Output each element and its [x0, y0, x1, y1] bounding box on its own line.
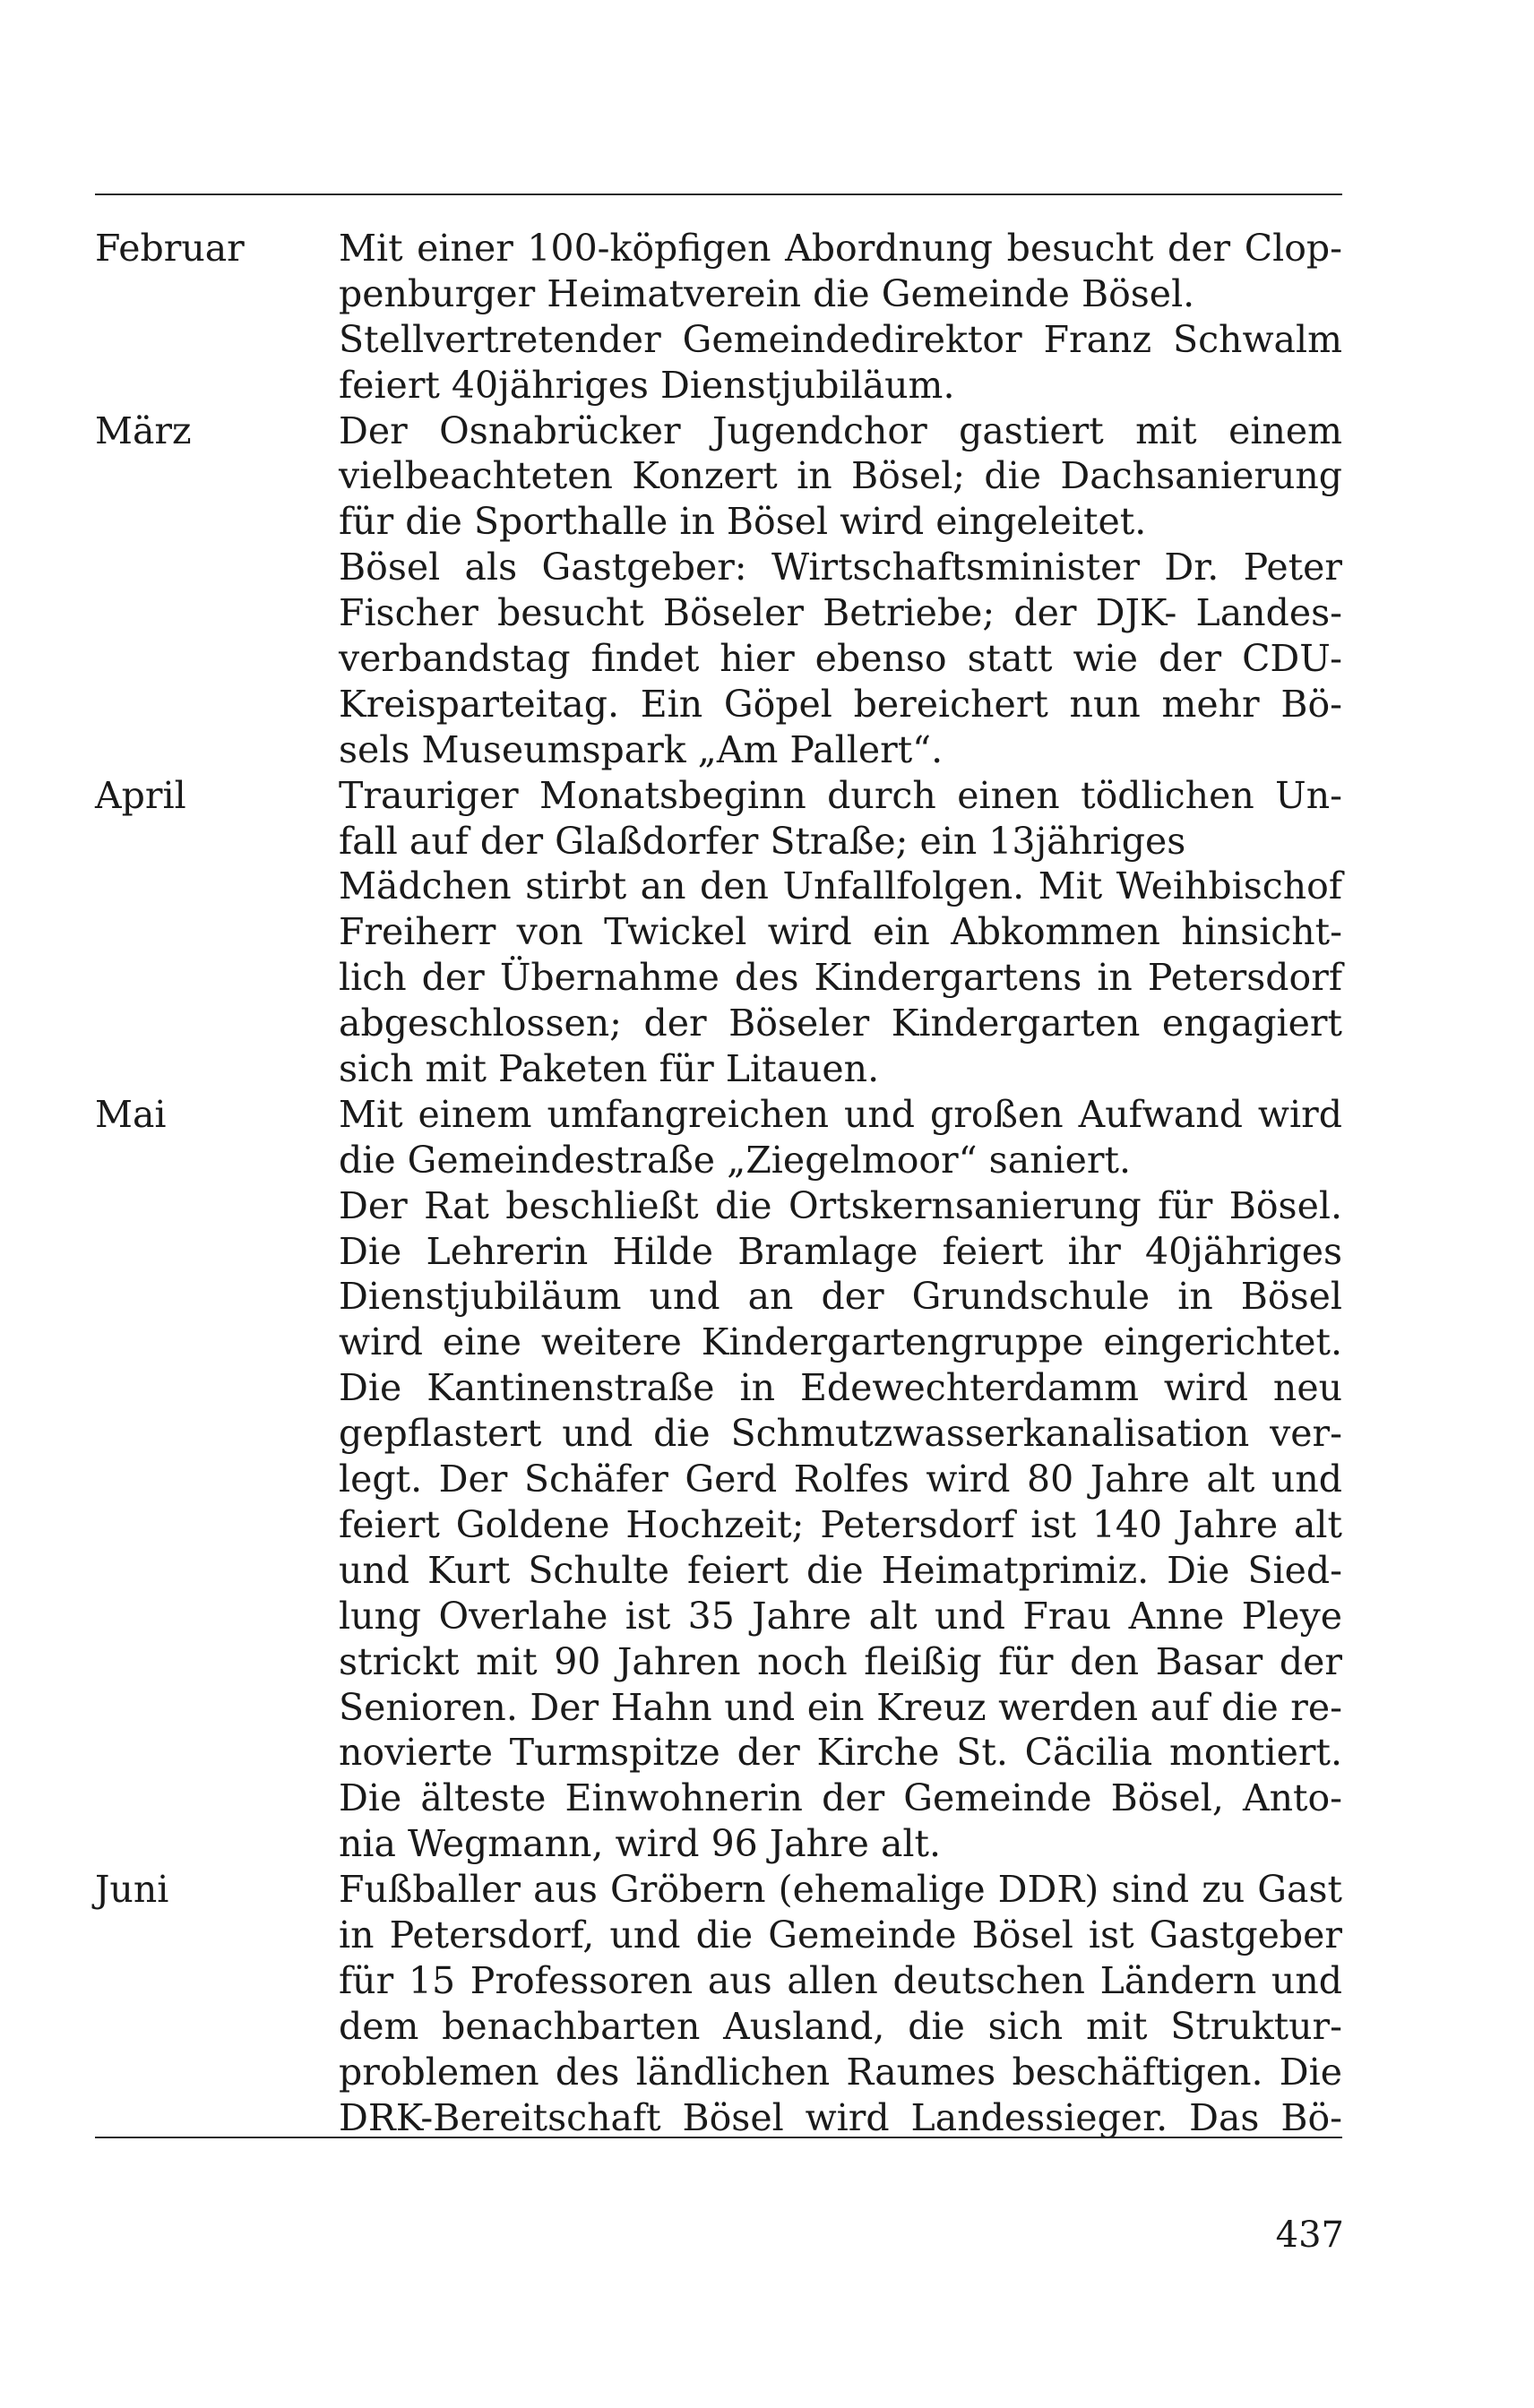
text-line: Freiherr von Twickel wird ein Abkommen hinsicht-	[339, 910, 1342, 954]
text-line: Senioren. Der Hahn und ein Kreuz werden auf die re-	[339, 1685, 1342, 1729]
entry-text	[339, 408, 1342, 773]
entry-text	[339, 226, 1342, 408]
text-line: Der Osnabrücker Jugendchor gastiert mit einem	[339, 408, 1342, 452]
top-rule	[95, 194, 1342, 195]
text-line: Kreisparteitag. Ein Göpel bereichert nun mehr Bö-	[339, 682, 1342, 726]
entry-text	[339, 1092, 1342, 1867]
text-line: lung Overlahe ist 35 Jahre alt und Frau Anne Pleye	[339, 1594, 1342, 1638]
text-line: DRK-Bereitschaft Bösel wird Landessieger. Das Bö-	[339, 2095, 1342, 2139]
bottom-rule	[95, 2137, 1342, 2138]
text-line: und Kurt Schulte feiert die Heimatprimiz. Die Sied-	[339, 1548, 1342, 1592]
text-line: abgeschlossen; der Böseler Kindergarten engagiert	[339, 1002, 1342, 1045]
text-line: penburger Heimatverein die Gemeinde Bösel.	[339, 271, 1195, 315]
chronicle-list	[0, 226, 1534, 2140]
entry-text	[339, 1867, 1342, 2140]
text-line: Mit einer 100-köpfigen Abordnung besucht der Clop-	[339, 227, 1342, 270]
text-line: problemen des ländlichen Raumes beschäftigen. Die	[339, 2050, 1342, 2094]
text-line: die Gemeindestraße „Ziegelmoor“ saniert.	[339, 1138, 1132, 1182]
text-line: Mit einem umfangreichen und großen Aufwand wird	[339, 1092, 1342, 1136]
text-line: Die Kantinenstraße in Edewechterdamm wird neu	[339, 1366, 1342, 1410]
text-line: fall auf der Glaßdorfer Straße; ein 13jähriges	[339, 819, 1186, 863]
page-number: 437	[1275, 2214, 1344, 2256]
chronicle-entry-april	[0, 773, 1534, 1092]
text-line: feiert 40jähriges Dienstjubiläum.	[339, 363, 955, 407]
chronicle-entry-maerz	[0, 408, 1534, 773]
month-label: Juni	[95, 1868, 169, 1912]
text-line: Dienstjubiläum und an der Grundschule in Bösel	[339, 1275, 1342, 1319]
text-line: Bösel als Gastgeber: Wirtschaftsminister Dr. Peter	[339, 546, 1342, 589]
text-line: Die älteste Einwohnerin der Gemeinde Bösel, Anto-	[339, 1776, 1342, 1820]
text-line: für die Sporthalle in Bösel wird eingeleitet.	[339, 500, 1147, 544]
text-line: lich der Übernahme des Kindergartens in Petersdorf	[339, 956, 1342, 1000]
month-label: April	[95, 773, 186, 817]
text-line: Mädchen stirbt an den Unfallfolgen. Mit Weihbischof	[339, 864, 1342, 908]
text-line: Der Rat beschließt die Ortskernsanierung für Bösel.	[339, 1183, 1342, 1227]
text-line: vielbeachteten Konzert in Bösel; die Dachsanierung	[339, 454, 1342, 498]
text-line: Trauriger Monatsbeginn durch einen tödlichen Un-	[339, 773, 1342, 817]
text-line: novierte Turmspitze der Kirche St. Cäcilia montiert.	[339, 1731, 1342, 1775]
text-line: strickt mit 90 Jahren noch fleißig für den Basar der	[339, 1639, 1342, 1683]
text-line: gepflastert und die Schmutzwasserkanalisation ver-	[339, 1412, 1342, 1456]
text-line: Die Lehrerin Hilde Bramlage feiert ihr 40jähriges	[339, 1229, 1342, 1273]
text-line: für 15 Professoren aus allen deutschen Ländern und	[339, 1958, 1342, 2002]
text-line: sich mit Paketen für Litauen.	[339, 1047, 880, 1091]
chronicle-entry-mai	[0, 1092, 1534, 1867]
text-line: wird eine weitere Kindergartengruppe eingerichtet.	[339, 1320, 1342, 1364]
month-label: März	[95, 408, 192, 452]
text-line: sels Museumspark „Am Pallert“.	[339, 727, 944, 771]
text-line: dem benachbarten Ausland, die sich mit Struktur-	[339, 2004, 1342, 2048]
chronicle-entry-juni	[0, 1867, 1534, 2140]
text-line: feiert Goldene Hochzeit; Petersdorf ist 140 Jahre alt	[339, 1502, 1342, 1546]
chronicle-entry-februar	[0, 226, 1534, 408]
text-line: verbandstag findet hier ebenso statt wie der CDU-	[339, 637, 1342, 681]
text-line: Stellvertretender Gemeindedirektor Franz Schwalm	[339, 317, 1342, 361]
entry-text	[339, 773, 1342, 1092]
month-label: Februar	[95, 227, 245, 270]
text-line: in Petersdorf, und die Gemeinde Bösel ist Gastgeber	[339, 1913, 1342, 1956]
month-label: Mai	[95, 1092, 167, 1136]
text-line: Fußballer aus Gröbern (ehemalige DDR) sind zu Gast	[339, 1868, 1342, 1912]
text-line: nia Wegmann, wird 96 Jahre alt.	[339, 1822, 942, 1866]
text-line: legt. Der Schäfer Gerd Rolfes wird 80 Jahre alt und	[339, 1458, 1342, 1501]
text-line: Fischer besucht Böseler Betriebe; der DJK- Landes-	[339, 591, 1342, 635]
